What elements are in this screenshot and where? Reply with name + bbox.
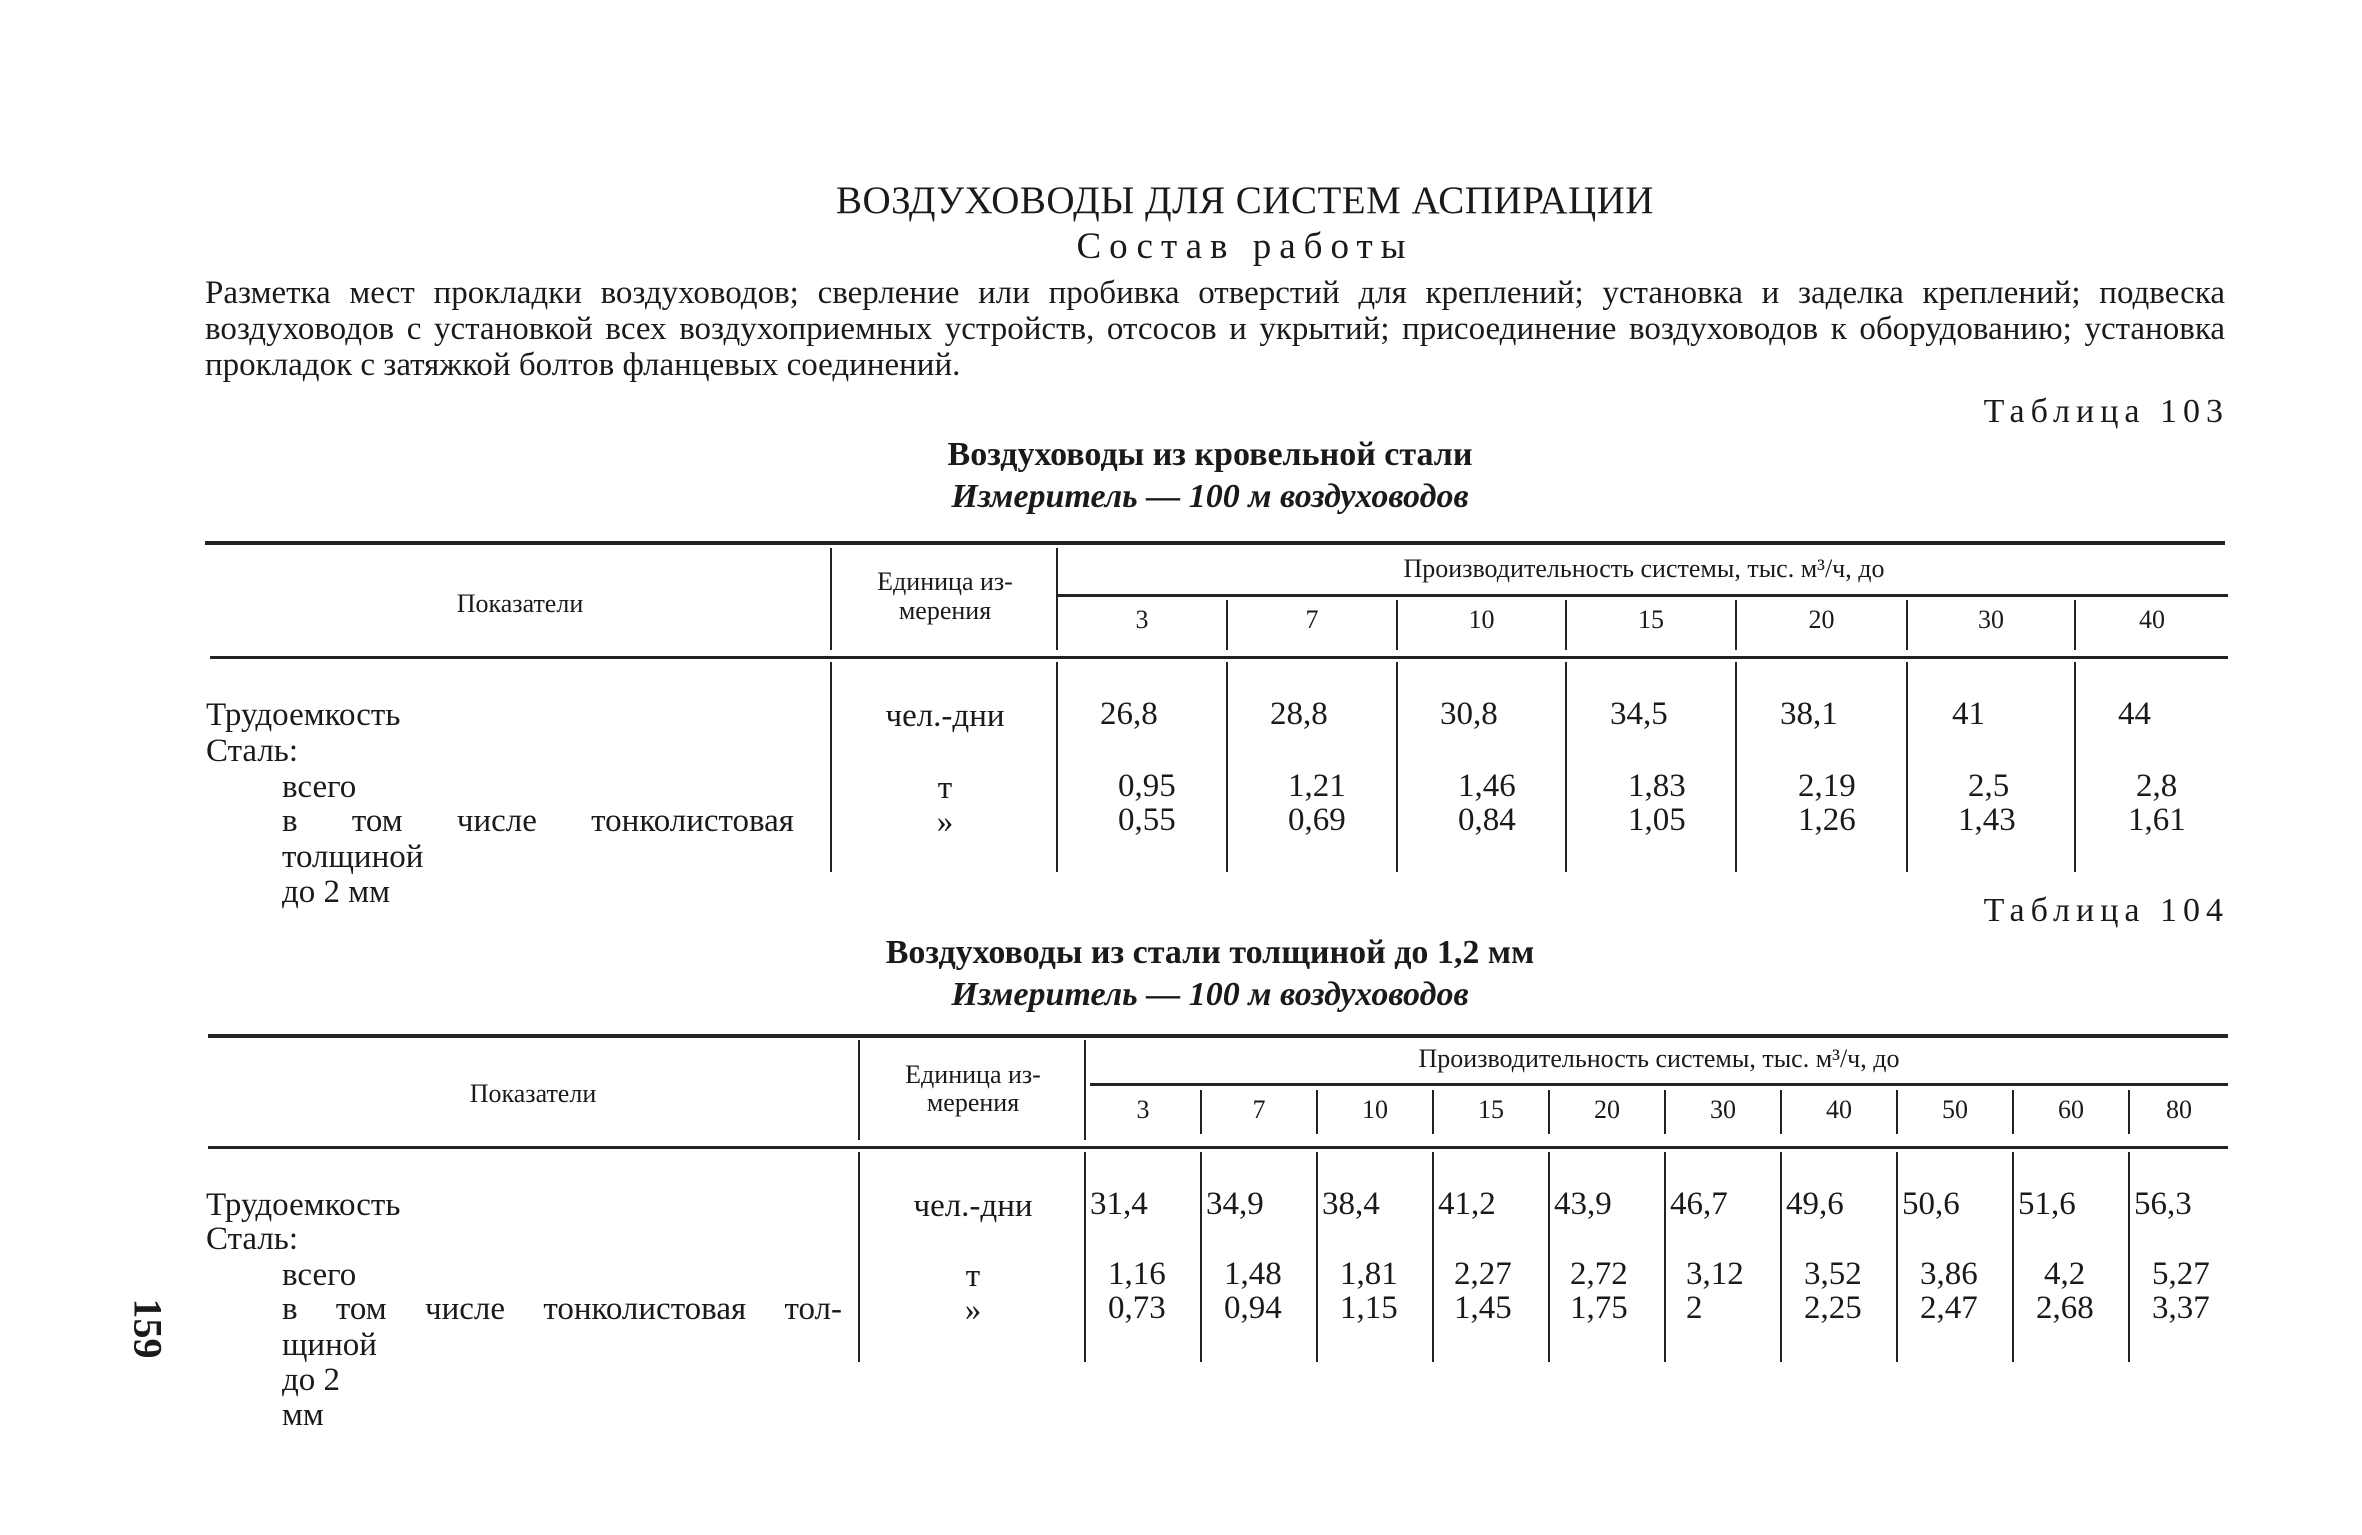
- value-cell: 41: [1952, 696, 1985, 732]
- value-cell: 46,7: [1670, 1186, 1728, 1222]
- value-cell: 1,48: [1224, 1256, 1282, 1292]
- header-unit-line1: Единица из-: [877, 567, 1013, 596]
- row-label: всего: [282, 1257, 357, 1293]
- row-label: Сталь:: [206, 733, 299, 769]
- value-cell: 1,75: [1570, 1290, 1628, 1326]
- value-cell: 0,55: [1118, 802, 1176, 838]
- value-cell: 1,81: [1340, 1256, 1398, 1292]
- value-cell: 38,4: [1322, 1186, 1380, 1222]
- value-cell: 1,15: [1340, 1290, 1398, 1326]
- value-cell: 43,9: [1554, 1186, 1612, 1222]
- value-cell: 1,43: [1958, 802, 2016, 838]
- value-cell: 51,6: [2018, 1186, 2076, 1222]
- table-103-title: Воздуховоды из кровельной стали: [947, 436, 1473, 473]
- value-cell: 31,4: [1090, 1186, 1148, 1222]
- header-indicators: Показатели: [456, 589, 584, 618]
- value-cell: 1,45: [1454, 1290, 1512, 1326]
- document-title: ВОЗДУХОВОДЫ ДЛЯ СИСТЕМ АСПИРАЦИИ: [836, 179, 1654, 222]
- value-cell: 38,1: [1780, 696, 1838, 732]
- value-cell: 4,2: [2044, 1256, 2086, 1292]
- value-cell: 1,83: [1628, 768, 1686, 804]
- header-unit-line2: мерения: [926, 1088, 1020, 1117]
- value-cell: 44: [2118, 696, 2151, 732]
- row-label: в том числе тонколистовая тол-: [282, 1291, 842, 1327]
- work-description: Разметка мест прокладки воздуховодов; сверление или пробивка отверстий для креплений; установка и заделка креплений; подвеска воздуховодов с установкой всех воздухоприемных устройств, отсосов и укрытий; присоединение воздуховодов к оборудованию; установка прокладок с затяжкой болтов фланцевых соединений.: [205, 275, 2225, 383]
- row-label: щиной до 2 мм: [282, 1327, 377, 1433]
- row-unit: »: [936, 804, 954, 840]
- column-header: 20: [1808, 605, 1835, 634]
- table-103-label: Таблица 103: [1983, 393, 2229, 430]
- value-cell: 0,94: [1224, 1290, 1282, 1326]
- row-label: Трудоемкость: [206, 1187, 401, 1223]
- value-cell: 5,27: [2152, 1256, 2210, 1292]
- value-cell: 1,16: [1108, 1256, 1166, 1292]
- value-cell: 1,26: [1798, 802, 1856, 838]
- value-cell: 28,8: [1270, 696, 1328, 732]
- row-label: Сталь:: [206, 1221, 299, 1257]
- row-unit: т: [937, 770, 953, 806]
- value-cell: 2,8: [2136, 768, 2178, 804]
- value-cell: 34,9: [1206, 1186, 1264, 1222]
- column-header: 10: [1468, 605, 1495, 634]
- row-unit: чел.-дни: [885, 698, 1005, 734]
- row-unit: т: [965, 1258, 981, 1294]
- value-cell: 26,8: [1100, 696, 1158, 732]
- row-label: в том числе тонколистовая: [282, 803, 794, 839]
- column-header: 7: [1305, 605, 1319, 634]
- row-label: Трудоемкость: [206, 697, 401, 733]
- column-header: 60: [2058, 1095, 2084, 1124]
- table-103-unit: Измеритель — 100 м воздуховодов: [951, 478, 1469, 515]
- header-unit-line2: мерения: [898, 596, 992, 625]
- table-104-unit: Измеритель — 100 м воздуховодов: [951, 976, 1469, 1013]
- header-capacity: Производительность системы, тыс. м³/ч, до: [1418, 1044, 1900, 1073]
- value-cell: 2,68: [2036, 1290, 2094, 1326]
- value-cell: 49,6: [1786, 1186, 1844, 1222]
- section-subtitle: Состав работы: [1076, 226, 1414, 267]
- value-cell: 1,61: [2128, 802, 2186, 838]
- column-header: 40: [2139, 605, 2165, 634]
- column-header: 30: [1978, 605, 2004, 634]
- value-cell: 56,3: [2134, 1186, 2192, 1222]
- value-cell: 2,25: [1804, 1290, 1862, 1326]
- value-cell: 41,2: [1438, 1186, 1496, 1222]
- header-indicators: Показатели: [469, 1079, 597, 1108]
- column-header: 15: [1478, 1095, 1504, 1124]
- value-cell: 0,73: [1108, 1290, 1166, 1326]
- value-cell: 0,69: [1288, 802, 1346, 838]
- value-cell: 0,84: [1458, 802, 1516, 838]
- value-cell: 3,37: [2152, 1290, 2210, 1326]
- value-cell: 50,6: [1902, 1186, 1960, 1222]
- value-cell: 2,72: [1570, 1256, 1628, 1292]
- value-cell: 3,86: [1920, 1256, 1978, 1292]
- value-cell: 34,5: [1610, 696, 1668, 732]
- value-cell: 1,46: [1458, 768, 1516, 804]
- value-cell: 2: [1686, 1290, 1703, 1326]
- column-header: 30: [1710, 1095, 1736, 1124]
- column-header: 80: [2166, 1095, 2192, 1124]
- value-cell: 2,27: [1454, 1256, 1512, 1292]
- value-cell: 1,21: [1288, 768, 1346, 804]
- value-cell: 2,47: [1920, 1290, 1978, 1326]
- header-capacity: Производительность системы, тыс. м³/ч, до: [1403, 554, 1885, 583]
- header-unit-line1: Единица из-: [905, 1060, 1041, 1089]
- column-header: 40: [1826, 1095, 1852, 1124]
- column-header: 20: [1594, 1095, 1620, 1124]
- column-header: 3: [1136, 1095, 1150, 1124]
- row-unit: чел.-дни: [913, 1188, 1033, 1224]
- column-header: 3: [1135, 605, 1149, 634]
- value-cell: 1,05: [1628, 802, 1686, 838]
- value-cell: 0,95: [1118, 768, 1176, 804]
- value-cell: 30,8: [1440, 696, 1498, 732]
- row-unit: »: [964, 1292, 982, 1328]
- value-cell: 3,52: [1804, 1256, 1862, 1292]
- column-header: 10: [1362, 1095, 1388, 1124]
- column-header: 7: [1252, 1095, 1266, 1124]
- column-header: 15: [1638, 605, 1664, 634]
- row-label: толщиной до 2 мм: [282, 839, 424, 910]
- column-header: 50: [1942, 1095, 1968, 1124]
- page-number: 159: [125, 1298, 171, 1359]
- row-label: всего: [282, 769, 357, 805]
- value-cell: 3,12: [1686, 1256, 1744, 1292]
- table-104-title: Воздуховоды из стали толщиной до 1,2 мм: [885, 934, 1535, 971]
- table-104-label: Таблица 104: [1983, 892, 2229, 929]
- value-cell: 2,19: [1798, 768, 1856, 804]
- value-cell: 2,5: [1968, 768, 2010, 804]
